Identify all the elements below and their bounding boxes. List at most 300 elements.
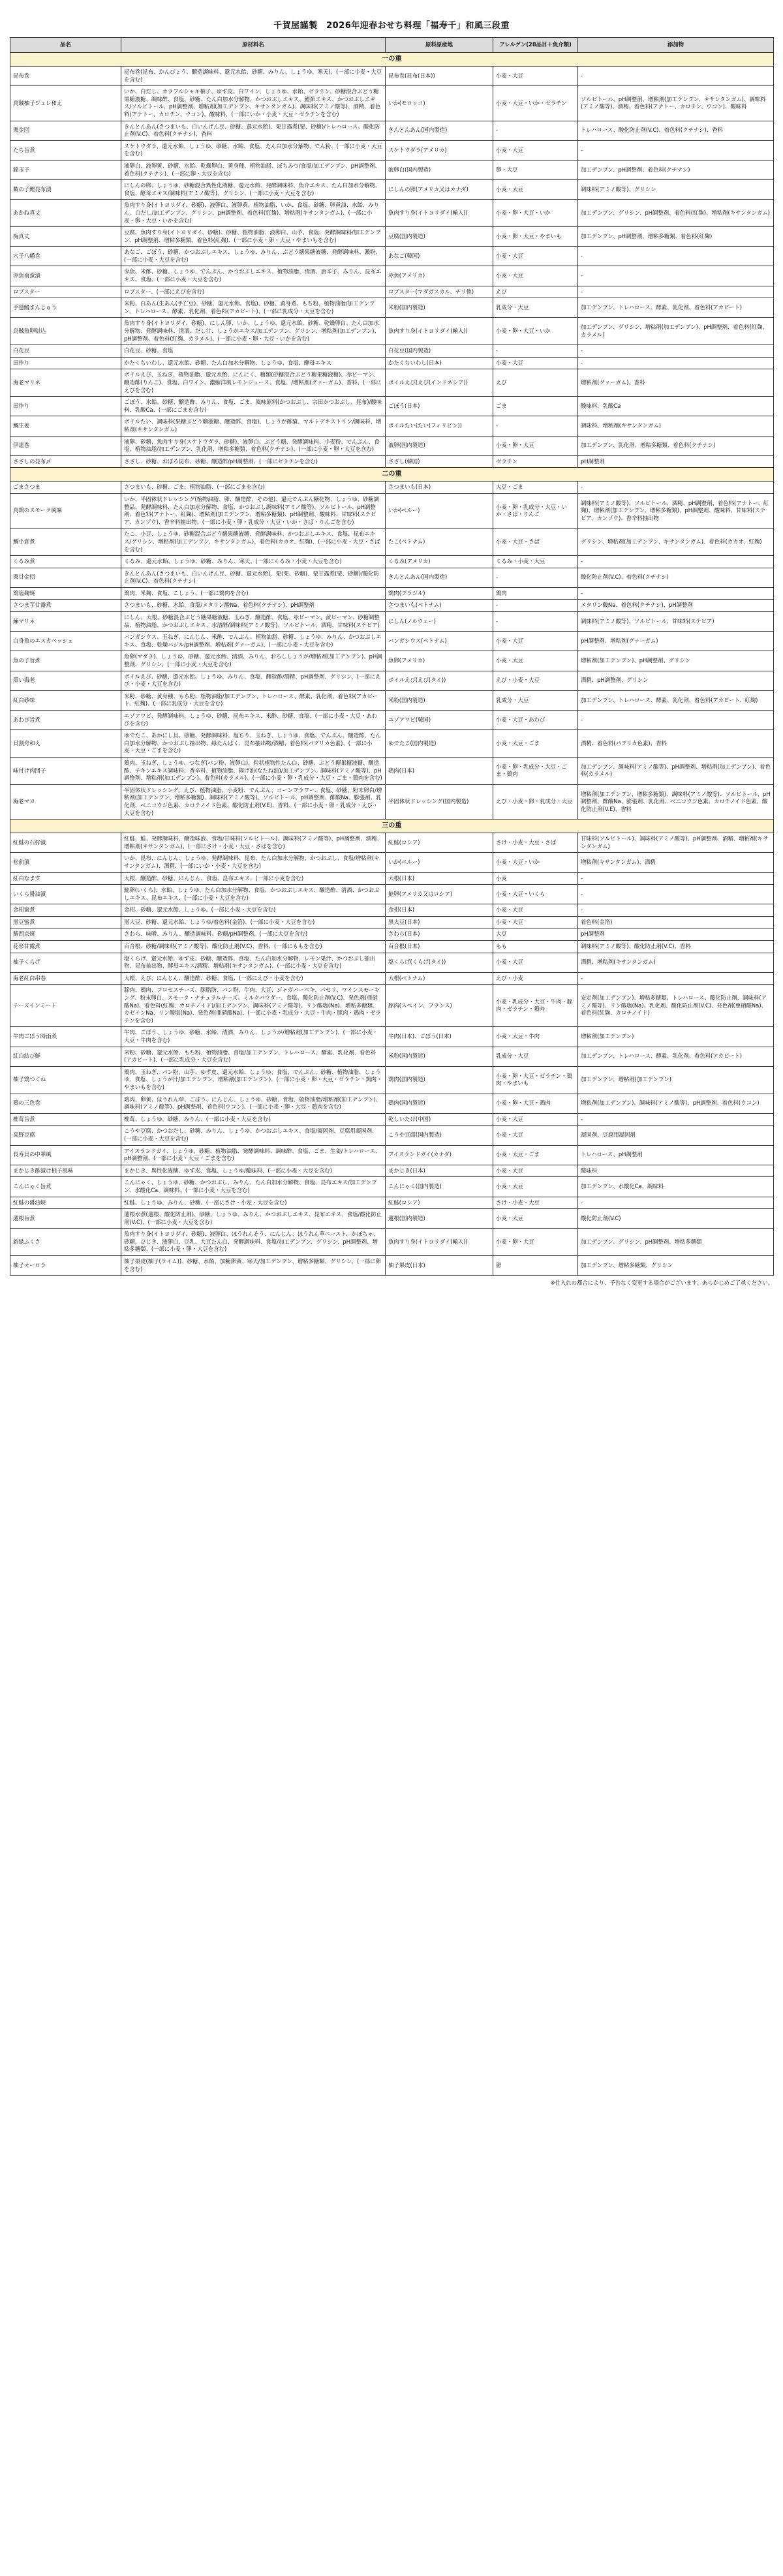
allergens-cell: - — [493, 121, 578, 140]
additives-cell: 増粘剤(加工デンプン、増粘多糖類)、調味料(アミノ酸等)、ソルビトール、pH調整剤、酢酸Na、膨張剤、乳化剤、ベニコウジ色素、カロチノイド色素、酸化防止剤(V.E)、香料 — [578, 784, 774, 819]
allergens-cell: - — [493, 345, 578, 358]
product-name: さざしの昆布〆 — [10, 455, 121, 468]
origin-cell: いか(ペルー) — [386, 493, 493, 528]
product-name: 穴子八幡巻 — [10, 247, 121, 266]
additives-cell: 増粘剤(加工デンプン)、調味料(アミノ酸等)、pH調整剤、着色料(ウコン) — [578, 1094, 774, 1113]
ingredients-cell: エゾアワビ、発酵調味料、しょうゆ、砂糖、昆布エキス、米酢、砂糖、食塩、(一部に小麦・大豆・あわびを含む) — [121, 711, 386, 730]
allergens-cell: 乳成分・大豆 — [493, 690, 578, 710]
origin-cell: かたくちいわし(日本) — [386, 357, 493, 369]
product-name: 田作り — [10, 357, 121, 369]
allergens-cell: 大豆・ごま — [493, 482, 578, 494]
ingredients-cell: 白花豆、砂糖、食塩 — [121, 345, 386, 358]
allergens-cell: 小麦・大豆・ごま — [493, 730, 578, 758]
table-row — [10, 200, 774, 227]
origin-cell: 液卵白(国内製造) — [386, 160, 493, 179]
origin-cell: さつまいも(ベトナム) — [386, 600, 493, 612]
additives-cell: 加工デンプン、増粘剤(加工デンプン) — [578, 1066, 774, 1094]
allergens-cell: 小麦・大豆 — [493, 1165, 578, 1177]
table-row — [10, 455, 774, 468]
table-row — [10, 632, 774, 651]
ingredients-cell: 鮭卵(いくら)、水飴、しょうゆ、たん白加水分解物、食塩、かつおぶしエキス、醸造酢、清酒、かつおぶしエキス、昆布エキス、(一部に小麦・大豆を含む) — [121, 885, 386, 904]
allergens-cell: - — [493, 612, 578, 632]
origin-cell: バンガシウス(ベトナム) — [386, 632, 493, 651]
product-name: 紅白砂味 — [10, 690, 121, 710]
allergens-cell: もも — [493, 941, 578, 953]
origin-cell: こうや豆腐(国内製造) — [386, 1126, 493, 1145]
additives-cell: - — [578, 904, 774, 917]
origin-cell: さわら(日本) — [386, 928, 493, 941]
allergens-cell: 卵 — [493, 1256, 578, 1276]
product-name: 鶏の三色巻 — [10, 1094, 121, 1113]
product-name: 手毬鰻まんじゅう — [10, 298, 121, 318]
ingredients-cell: ボイルえび、砂糖、還元水飴、しょうゆ、みりん、食塩、醸造酢/酒精、pH調整剤、グリシン、(一部にえび・小麦・大豆を含む) — [121, 671, 386, 690]
origin-cell: 魚卵(アメリカ) — [386, 651, 493, 671]
additives-cell: 甘味料(ソルビトール)、調味料(アミノ酸等)、pH調整剤、酒精、増粘剤(キサンタンガム) — [578, 833, 774, 853]
ingredients-cell: 大根、えび、にんじん、醸造酢、砂糖、食塩、(一部にえび・小麦を含む) — [121, 972, 386, 985]
additives-cell: 加工デンプン、乳化剤、増粘多糖類、着色料(クチナシ) — [578, 436, 774, 455]
additives-cell: 酒精、増粘剤(キサンタンガム) — [578, 953, 774, 972]
origin-cell: 金柑(日本) — [386, 904, 493, 917]
additives-cell: 調味料(アミノ酸等)、酸化防止剤(V.C)、香料 — [578, 941, 774, 953]
ingredients-cell: きんとんあん(さつまいも、白いんげん豆、砂糖、還元水飴)、栗甘露煮(栗、砂糖)/トレハロース、酸化防止剤(V.C)、着色料(クチナシ)、香料 — [121, 121, 386, 140]
additives-cell: 加工デンプン、pH調整剤、増粘多糖類、着色料(紅麹) — [578, 227, 774, 247]
allergens-cell: 小麦 — [493, 872, 578, 885]
origin-cell: 大根(ベトナム) — [386, 972, 493, 985]
additives-cell: 酒精、pH調整剤、グリシン — [578, 671, 774, 690]
allergens-cell: 小麦・大豆 — [493, 651, 578, 671]
table-row — [10, 1094, 774, 1113]
origin-cell: たこ(ベトナム) — [386, 529, 493, 556]
table-row — [10, 160, 774, 179]
origin-cell: 紅鮭(ロシア) — [386, 1197, 493, 1209]
allergens-cell: さけ・小麦・大豆 — [493, 1197, 578, 1209]
table-row — [10, 711, 774, 730]
origin-cell: さつまいも(日本) — [386, 482, 493, 494]
allergens-cell: 鶏肉 — [493, 587, 578, 600]
additives-cell: 酸化防止剤(V.C)、着色料(クチナシ) — [578, 568, 774, 587]
product-name: 黒豆蜜煮 — [10, 916, 121, 928]
additives-cell: 加工デンプン、トレハロース、酵素、乳化剤、着色料(アカビート、紅麹) — [578, 690, 774, 710]
additives-cell: 加工デンプン、pH調整剤、着色料(クチナシ) — [578, 160, 774, 179]
allergens-cell: 小麦・卵・大豆・いか — [493, 200, 578, 227]
ingredients-cell: 紅鮭、鮭、発酵調味料、醸造味液、食塩/甘味料(ソルビトール)、調味料(アミノ酸等)、pH調整剤、酒精、増粘剤(キサンタンガム)、(一部にさけ・小麦・大豆・さばを含む) — [121, 833, 386, 853]
ingredients-cell: こうや豆腐、かつおだし、砂糖、みりん、しょうゆ、かつおぶしエキス、食塩/凝固剤、豆腐用凝固剤、(一部に小麦・大豆を含む) — [121, 1126, 386, 1145]
origin-cell: いか(モロッコ) — [386, 86, 493, 121]
allergens-cell: えび・小麦・卵・乳成分・大豆 — [493, 784, 578, 819]
allergens-cell: - — [493, 416, 578, 436]
product-name: 白身魚のエスカベッシュ — [10, 632, 121, 651]
table-row — [10, 1126, 774, 1145]
table-row — [10, 587, 774, 600]
additives-cell: 調味料(アミノ酸等)、ソルビトール、甘味料(ステビア) — [578, 612, 774, 632]
table-row — [10, 1229, 774, 1256]
table-row — [10, 345, 774, 358]
origin-cell: スケトウダラ(アメリカ) — [386, 140, 493, 160]
product-name: 赤魚南蛮漬 — [10, 266, 121, 286]
origin-cell: 赤魚(アメリカ) — [386, 266, 493, 286]
allergens-cell: 小麦・大豆 — [493, 180, 578, 200]
product-name: たら旨煮 — [10, 140, 121, 160]
product-name: ごまさつま — [10, 482, 121, 494]
product-name: 鯛生姜 — [10, 416, 121, 436]
allergens-cell: 小麦・卵・乳成分・大豆・ごま・鶏肉 — [493, 757, 578, 784]
ingredients-cell: にしんの卵、しょうゆ、砂糖混合異性化液糖、還元水飴、発酵調味料、魚介エキス、たん白加水分解物、食塩、酵母エキス/調味料(アミノ酸等)、グリシン、(一部に小麦・大豆を含む) — [121, 180, 386, 200]
table-body — [10, 53, 774, 1276]
table-row — [10, 671, 774, 690]
document-title: 千賀屋謹製 2026年迎春おせち料理「福寿千」和風三段重 — [273, 21, 510, 31]
additives-cell: 凝固剤、豆腐用凝固剤 — [578, 1126, 774, 1145]
table-header-row — [10, 38, 774, 53]
product-name: こんにゃく旨煮 — [10, 1177, 121, 1197]
ingredients-cell: ボイルたい、調味料(果糖ぶどう糖液糖、醸造酢、食塩)、しょうが酢漬、マルトデキストリン/調味料、増粘剤(キサンタンガム) — [121, 416, 386, 436]
allergens-cell: 小麦・大豆・いか — [493, 853, 578, 872]
allergens-cell: 小麦・卵・大豆・やまいも — [493, 227, 578, 247]
product-name: 松前漬 — [10, 853, 121, 872]
origin-cell: きんとんあん(国内製造) — [386, 568, 493, 587]
ingredients-cell: にしん、大根、砂糖混合ぶどう糖果糖液糖、玉ねぎ、醸造酢、食塩、赤ピーマン、黄ピーマン、砂糖調整品、植物油脂、かつおぶしエキス、水溶酵/調味料(アミノ酸等)、ソルビトール、酒精、甘味料(ステビア) — [121, 612, 386, 632]
table-row — [10, 985, 774, 1027]
origin-cell: 魚肉すり身(イトヨリダイ(輸入)) — [386, 318, 493, 345]
table-row — [10, 651, 774, 671]
allergens-cell: 小麦・大豆 — [493, 632, 578, 651]
additives-cell: - — [578, 140, 774, 160]
table-row — [10, 904, 774, 917]
additives-cell: - — [578, 345, 774, 358]
product-name: 貝割舟和え — [10, 730, 121, 758]
additives-cell: 加工デンプン、グリシン、増粘剤(加工デンプン)、pH調整剤、着色料(紅麹、カラメル) — [578, 318, 774, 345]
product-name: 鶏塩麹焼 — [10, 587, 121, 600]
additives-cell: 調味料、増粘剤(キサンタンガム) — [578, 416, 774, 436]
additives-cell: - — [578, 972, 774, 985]
origin-cell: くるみ(アメリカ) — [386, 556, 493, 568]
ingredients-cell: 魚肉すり身(イトヨリダイ、砂糖)、液卵白、ほうれんそう、にんじん、ほうれん草ペースト、かぼちゃ、砂糖、ひじき、液卵白、豆乳、大豆たん白、発酵調味料、食塩/加工デンプン、グリシン、pH調整剤、増粘多糖類、(一部に小麦・卵・大豆を含む) — [121, 1229, 386, 1256]
table-row — [10, 397, 774, 416]
additives-cell: 調味料(アミノ酸等)、グリシン — [578, 180, 774, 200]
ingredients-cell: ゆでたこ、あかにし貝、砂糖、発酵調味料、塩ちり、玉ねぎ、しょうゆ、食塩、でんぷん、醸造酢、たん白加水分解物、かつおぶし抽出物、緑たんぱく、昆布抽出物/酒精、着色料(パプリカ色素)、(一部に小麦・大豆・ごまを含む) — [121, 730, 386, 758]
additives-cell: メタリン酸Na、着色料(クチナシ)、pH調整剤 — [578, 600, 774, 612]
additives-cell: 着色料(金箔) — [578, 916, 774, 928]
origin-cell: ボイルえび(えび(タイ)) — [386, 671, 493, 690]
ingredients-cell: 紅鮭、しょうゆ、みりん、砂糖、(一部にさけ・小麦・大豆を含む) — [121, 1197, 386, 1209]
ingredients-cell: 米粉、白あん(生あん(手亡豆)、砂糖、還元水飴、食塩)、砂糖、黄身煮、もち粉、植物油脂/加工デンプン、トレハロース、酵素、乳化剤、着色料(アカビート)、(一部に乳成分・大豆を含む) — [121, 298, 386, 318]
product-name: 数の子鰹昆布漬 — [10, 180, 121, 200]
table-row — [10, 1145, 774, 1165]
tier-label: 三の重 — [10, 820, 774, 833]
table-row — [10, 1066, 774, 1094]
allergens-cell: 小麦・大豆 — [493, 140, 578, 160]
product-name: 白花豆 — [10, 345, 121, 358]
product-name: 味付け肉団子 — [10, 757, 121, 784]
product-name: ロブスター — [10, 286, 121, 298]
allergens-cell: えび — [493, 369, 578, 397]
product-name: 蓮根旨煮 — [10, 1209, 121, 1229]
product-name: 魚の子旨煮 — [10, 651, 121, 671]
additives-cell: 酸味料 — [578, 1165, 774, 1177]
table-row — [10, 941, 774, 953]
table-row — [10, 369, 774, 397]
additives-cell: - — [578, 587, 774, 600]
ingredients-cell: 豚肉、鶏肉、プロセスチーズ、豚脂肪、パン粉、牛肉、大豆、ジャガバーベキ、パセリ、ワインスモーキング、粉末卵白、スモーク・ナチュラルチーズ、ミルクパウダー、食塩、酸化防止剤(V.C)、発色剤(亜硝酸Na)、着色料(紅麹、カロチノイド)/加工デンプン、調味料(アミノ酸等)、リン酸塩(Na)、増粘多糖類、カゼインNa、リン酸塩(Na)、発色剤(亜硝酸Na)、(一部に小麦・乳成分・大豆・牛肉・豚肉・鶏肉・ゼラチンを含む) — [121, 985, 386, 1027]
table-row — [10, 318, 774, 345]
origin-cell: ごぼう(日本) — [386, 397, 493, 416]
table-row — [10, 953, 774, 972]
product-name: 高野豆腐 — [10, 1126, 121, 1145]
additives-cell: 酸味料、乳酸Ca — [578, 397, 774, 416]
product-name: 柚子オーロラ — [10, 1256, 121, 1276]
ingredients-cell: 椎茸、しょうゆ、砂糖、みりん、(一部に小麦・大豆を含む) — [121, 1113, 386, 1126]
allergens-cell: えび・小麦・大豆 — [493, 671, 578, 690]
table-row — [10, 916, 774, 928]
origin-cell: こんにゃく(国内製造) — [386, 1177, 493, 1197]
table-row — [10, 357, 774, 369]
origin-cell: まかじき(日本) — [386, 1165, 493, 1177]
allergens-cell: 小麦・大豆・いか・ゼラチン — [493, 86, 578, 121]
ingredients-cell: 塩くらげ、還元水飴、ゆず皮、砂糖、醸造酢、食塩、たん白加水分解物、レモン果汁、かつおぶし抽出物、昆布抽出物、酵母エキス/酒精、増粘剤(キサンタンガム)、(一部に小麦・大豆を含む) — [121, 953, 386, 972]
ingredients-cell: かたくちいわし、還元水飴、砂糖、たん白加水分解物、しょうゆ、食塩、酵母エキス — [121, 357, 386, 369]
allergens-cell: 小麦・大豆・さば — [493, 529, 578, 556]
additives-cell: - — [578, 266, 774, 286]
ingredients-cell: 豆腐、魚肉すり身(イトヨリダイ、砂糖)、砂糖、植物油脂、液卵白、山芋、食塩、発酵調味料/加工デンプン、pH調整剤、増粘多糖類、着色料(紅麹)、(一部に小麦・卵・大豆・やまいもを含む) — [121, 227, 386, 247]
additives-cell: 加工デンプン、増粘多糖類、グリシン — [578, 1256, 774, 1276]
table-row — [10, 86, 774, 121]
product-name: 鯛小倉煮 — [10, 529, 121, 556]
origin-cell: 鶏肉(国内製造) — [386, 1066, 493, 1094]
ingredients-cell: スケトウダラ、還元水飴、しょうゆ、砂糖、水飴、食塩、たん白加水分解物、でん粉、(一部に小麦・大豆を含む) — [121, 140, 386, 160]
additives-cell: - — [578, 556, 774, 568]
additives-cell: 加工デンプン、調味料(アミノ酸等)、pH調整剤、増粘剤(加工デンプン)、着色料(カラメル) — [578, 757, 774, 784]
allergens-cell: 乳成分・大豆 — [493, 1047, 578, 1066]
product-name: くるみ煮 — [10, 556, 121, 568]
origin-cell: 豆腐(国内製造) — [386, 227, 493, 247]
origin-cell: きんとんあん(国内製造) — [386, 121, 493, 140]
table-row — [10, 67, 774, 86]
additives-cell: 安定剤(加工デンプン)、増粘多糖類、トレハロース、酸化防止剤、調味料(アミノ酸等)、リン酸塩(Na)、乳化剤、酸化防止剤(V.C)、発色剤(亜硝酸Na)、着色料(紅麹、カロチノイド) — [578, 985, 774, 1027]
product-name: まかじき酢漬け柚子風味 — [10, 1165, 121, 1177]
origin-cell: 塩くらげ(くらげ(タイ)) — [386, 953, 493, 972]
product-name: 照い海老 — [10, 671, 121, 690]
product-name: 鰆西京焼 — [10, 928, 121, 941]
table-row — [10, 298, 774, 318]
ingredients-cell: 半固体状ドレッシング、えび、植物油脂、小麦粉、でんぷん、コーンフラワー、食塩、砂糖、粉末卵白/増粘剤(加工デンプン、増粘多糖類)、調味料(アミノ酸等)、ソルビトール、pH調整剤、酢酸Na、膨張剤、乳化剤、ベニコウジ色素、カロチノイド色素、酸化防止剤(V.E)、香料、(一部に小麦・卵・乳成分・えび・大豆を含む) — [121, 784, 386, 819]
table-row — [10, 885, 774, 904]
ingredients-cell: 大根、醸造酢、砂糖、にんじん、食塩、昆布エキス、(一部に小麦を含む) — [121, 872, 386, 885]
product-name: 鳥鶏のスモーク風味 — [10, 493, 121, 528]
additives-cell: - — [578, 357, 774, 369]
table-row — [10, 872, 774, 885]
additives-cell: グリシン、増粘剤(加工デンプン、キサンタンガム)、着色料(カカオ、紅麹) — [578, 529, 774, 556]
table-row — [10, 568, 774, 587]
ingredients-cell: 蓮根水煮(蓮根、酸化防止剤)、砂糖、しょうゆ、みりん、かつおぶしエキス、昆布エキス、食塩/酸化防止剤(V.C)、(一部に小麦・大豆を含む) — [121, 1209, 386, 1229]
footnote: ※仕入れの都合により、予告なく変更する場合がございます。あらかじめご了承ください。 — [550, 1280, 773, 1287]
table-row — [10, 436, 774, 455]
allergens-cell: 小麦・大豆 — [493, 953, 578, 972]
origin-cell: 黒大豆(日本) — [386, 916, 493, 928]
additives-cell: 加工デンプン、グリシン、pH調整剤、着色料(紅麹)、増粘剤(キサンタンガム) — [578, 200, 774, 227]
product-name: 昆布巻 — [10, 67, 121, 86]
allergens-cell: 小麦・大豆 — [493, 904, 578, 917]
allergens-cell: 小麦・大豆 — [493, 916, 578, 928]
tier-header-row — [10, 53, 774, 67]
origin-cell: エゾアワビ(韓国) — [386, 711, 493, 730]
origin-cell: 鮭卵(アメリカ又はロシア) — [386, 885, 493, 904]
additives-cell: - — [578, 482, 774, 494]
product-name: 錦玉子 — [10, 160, 121, 179]
additives-cell: 増粘剤(キサンタンガム)、酒精 — [578, 853, 774, 872]
allergens-cell: 小麦・卵・乳成分・大豆・いか・さば・りんご — [493, 493, 578, 528]
ingredients-cell: あなご、ごぼう、砂糖、かつおぶしエキス、しょうゆ、みりん、ぶどう糖果糖液糖、発酵調味料、澱粉、(一部に小麦・大豆を含む) — [121, 247, 386, 266]
origin-cell: 蓮根(国内製造) — [386, 1209, 493, 1229]
allergens-cell: 乳成分・大豆 — [493, 298, 578, 318]
product-name: あかね真丈 — [10, 200, 121, 227]
origin-cell: 液卵(国内製造) — [386, 436, 493, 455]
additives-cell: - — [578, 885, 774, 904]
ingredients-cell: きんとんあん(さつまいも、白いんげん豆、砂糖、還元水飴)、栗(栗、砂糖)、栗甘露煮(栗、砂糖)/酸化防止剤(V.C)、着色料(クチナシ) — [121, 568, 386, 587]
origin-cell: ロブスター(マダガスカル、チリ他) — [386, 286, 493, 298]
allergens-cell: 小麦・大豆 — [493, 1177, 578, 1197]
origin-cell: 米粉(国内製造) — [386, 1047, 493, 1066]
product-name: 金柑蜜煮 — [10, 904, 121, 917]
origin-cell: 牛肉(日本)、ごぼう(日本) — [386, 1027, 493, 1047]
additives-cell: - — [578, 872, 774, 885]
allergens-cell: えび・小麦 — [493, 972, 578, 985]
additives-cell: 酒精、着色料(パプリカ色素)、香料 — [578, 730, 774, 758]
allergens-cell: 小麦・大豆 — [493, 1126, 578, 1145]
additives-cell: 加工デンプン、水酸化Ca、調味料 — [578, 1177, 774, 1197]
product-name: 長寿貝の中華風 — [10, 1145, 121, 1165]
allergens-cell: さけ・小麦・大豆・さば — [493, 833, 578, 853]
ingredients-cell: たこ、小豆、しょうゆ、砂糖混合ぶどう糖果糖液糖、発酵調味料、かつおぶしエキス、食塩、昆布エキス/グリシン、増粘剤(加工デンプン、キサンタンガム)、着色料(カカオ、紅麹)、(一部に小麦・大豆・さばを含む) — [121, 529, 386, 556]
ingredients-cell: アイスランドガイ、しょうゆ、砂糖、植物油脂、発酵調味料、調味酢、食塩、ごま、生姜/トレハロース、pH調整剤、(一部に小麦・大豆・ごまを含む) — [121, 1145, 386, 1165]
additives-cell: - — [578, 1197, 774, 1209]
origin-cell: アイスランドガイ(カナダ) — [386, 1145, 493, 1165]
ingredients-cell: 黒大豆、砂糖、還元水飴、しょうゆ/着色料(金箔)、(一部に小麦・大豆を含む) — [121, 916, 386, 928]
table-row — [10, 180, 774, 200]
product-name: 新緑ふくさ — [10, 1229, 121, 1256]
ingredients-cell: さつまいも、砂糖、水飴、食塩/メタリン酸Na、着色料(クチナシ)、pH調整剤 — [121, 600, 386, 612]
product-name: さつま芋甘露煮 — [10, 600, 121, 612]
origin-cell: 鶏肉(日本) — [386, 757, 493, 784]
table-row — [10, 286, 774, 298]
ingredients-cell: 鶏肉、玉ねぎ、パン粉、山芋、ゆず皮、還元水飴、しょうゆ、食塩、でんぷん、砂糖、植物油脂、しょうゆ、食塩、しょうが汁/加工デンプン、増粘剤(加工デンプン)、(一部に小麦・卵・大豆・ゼラチン・鶏肉・やまいもを含む) — [121, 1066, 386, 1094]
additives-cell: 増粘剤(加工デンプン)、pH調整剤、グリシン — [578, 651, 774, 671]
tier-label: 二の重 — [10, 468, 774, 482]
tier-header-row — [10, 820, 774, 833]
ingredients-cell: 液卵、砂糖、魚肉すり身(スケトウダラ、砂糖)、液卵白、ぶどう糖、発酵調味料、小麦粉、でんぷん、食塩、植物油脂/加工デンプン、乳化剤、増粘多糖類、着色料(クチナシ)、(一部に小麦・卵・大豆を含む) — [121, 436, 386, 455]
additives-cell: - — [578, 286, 774, 298]
table-row — [10, 556, 774, 568]
allergens-cell: - — [493, 600, 578, 612]
product-name: チーズインミート — [10, 985, 121, 1027]
ingredients-cell: 赤魚、米酢、砂糖、しょうゆ、でんぷん、かつおぶしエキス、植物油脂、清酒、唐辛子、みりん、昆布エキス、食塩、(一部に小麦・大豆を含む) — [121, 266, 386, 286]
product-name: 伊達巻 — [10, 436, 121, 455]
allergens-cell: 小麦・卵・大豆 — [493, 436, 578, 455]
origin-cell: 半固体状ドレッシング(国内製造) — [386, 784, 493, 819]
document-page — [10, 0, 773, 1287]
additives-cell: - — [578, 247, 774, 266]
allergens-cell: くるみ・小麦・大豆 — [493, 556, 578, 568]
allergens-cell: 卵・大豆 — [493, 160, 578, 179]
product-name: 鰊マリネ — [10, 612, 121, 632]
ingredients-cell: さざし、砂糖、おぼろ昆布、砂糖、醸造酢/pH調整剤、(一部にゼラチンを含む) — [121, 455, 386, 468]
origin-cell: 米粉(国内製造) — [386, 298, 493, 318]
product-name: 海老マヨ — [10, 784, 121, 819]
ingredients-cell: 魚肉すり身(イトヨリダイ、砂糖)、液卵白、液卵黄、植物油脂、いか、食塩、砂糖、卵黄油、水飴、みりん、白だし/加工デンプン、グリシン、pH調整剤、着色料(紅麹)、増粘剤(キサンタンガム)、(一部に小麦・卵・大豆・いかを含む) — [121, 200, 386, 227]
allergens-cell: - — [493, 568, 578, 587]
allergens-cell: 小麦・大豆・いくら — [493, 885, 578, 904]
additives-cell: トレハロース、酸化防止剤(V.C)、着色料(クチナシ)、香料 — [578, 121, 774, 140]
table-row — [10, 1177, 774, 1197]
table-row — [10, 1047, 774, 1066]
table-row — [10, 482, 774, 494]
table-row — [10, 1165, 774, 1177]
origin-cell: さざし(韓国) — [386, 455, 493, 468]
product-name: 牛肉ごぼう時雨煮 — [10, 1027, 121, 1047]
additives-cell: 調味料(アミノ酸等)、ソルビトール、酒精、pH調整剤、着色料(アナトー、紅麹)、増粘剤(加工デンプン、増粘多糖類)、pH調整剤、酸味料、甘味料(ステビア、カンゾウ)、香辛料抽出物 — [578, 493, 774, 528]
tier-header-row — [10, 468, 774, 482]
ingredients-cell: バンガシウス、玉ねぎ、にんじん、米酢、でんぷん、植物油脂、砂糖、しょうゆ、みりん、かつおぶしエキス、食塩、乾燥バジル/pH調整剤、増粘剤(グァーガム)、(一部に小麦・大豆を含む) — [121, 632, 386, 651]
table-row — [10, 227, 774, 247]
additives-cell: 酸化防止剤(V.C) — [578, 1209, 774, 1229]
origin-cell: 大根(日本) — [386, 872, 493, 885]
additives-cell: 増粘剤(グァーガム)、香料 — [578, 369, 774, 397]
ingredients-cell: 米粉、砂糖、還元水飴、もち粉、植物油脂、食塩/加工デンプン、トレハロース、酵素、乳化剤、着色料(アカビート)、(一部に乳成分・大豆を含む) — [121, 1047, 386, 1066]
additives-cell: 加工デンプン、グリシン、pH調整剤、増粘多糖類 — [578, 1229, 774, 1256]
table-row — [10, 1256, 774, 1276]
allergens-cell: 小麦・大豆 — [493, 1113, 578, 1126]
table-row — [10, 612, 774, 632]
product-name: 椎茸旨煮 — [10, 1113, 121, 1126]
column-header-allergens: アレルゲン(28品目＋魚介類) — [493, 38, 578, 53]
product-name: あわび旨煮 — [10, 711, 121, 730]
origin-cell: いか(ペルー) — [386, 853, 493, 872]
allergens-cell: 小麦・大豆 — [493, 1209, 578, 1229]
table-row — [10, 690, 774, 710]
allergens-cell: 小麦・卵・大豆 — [493, 1229, 578, 1256]
product-name: 紅白結び鮮 — [10, 1047, 121, 1066]
additives-cell: - — [578, 711, 774, 730]
allergens-cell: 小麦・大豆 — [493, 67, 578, 86]
origin-cell: ゆでたこ(国内製造) — [386, 730, 493, 758]
origin-cell: 百合根(日本) — [386, 941, 493, 953]
origin-cell: 鶏肉(ブラジル) — [386, 587, 493, 600]
product-name: 梅真丈 — [10, 227, 121, 247]
ingredients-cell: 金柑、砂糖、還元水飴、しょうゆ、(一部に小麦・大豆を含む) — [121, 904, 386, 917]
product-name: 栗金団 — [10, 121, 121, 140]
ingredients-cell: 鶏肉、卵黄、ほうれん草、ごぼう、にんじん、しょうゆ、砂糖、食塩、植物油脂/増粘剤(加工デンプン)、調味料(アミノ酸等)、pH調整剤、着色料(ウコン)、(一部に小麦・卵・大豆・鶏肉を含む) — [121, 1094, 386, 1113]
column-header-name: 品名 — [10, 38, 121, 53]
origin-cell: 豚肉(スペイン、フランス) — [386, 985, 493, 1027]
product-name: 紅白なます — [10, 872, 121, 885]
additives-cell: - — [578, 67, 774, 86]
ingredients-cell: いか、半固体状ドレッシング(植物油脂、卵、醸造酢、その他)、還元でんぷん糖化物、しょうゆ、砂糖調整品、発酵調味料、たん白加水分解物、食塩、かつおぶし調味料(アミノ酸等)、ソルビトール、pH調整剤、着色料(アナトー、紅麹)、増粘剤(加工デンプン、増粘多糖類)、pH調整剤、酸味料、甘味料(ステビア、カンゾウ)、香辛料抽出物、(一部に小麦・卵・乳成分・大豆・いか・さば・りんごを含む) — [121, 493, 386, 528]
ingredients-cell: 昆布巻(昆布、かんぴょう、醸造調味料、還元水飴、砂糖、みりん、しょうゆ、寒天)、(一部に小麦・大豆を含む) — [121, 67, 386, 86]
ingredients-cell: いか、昆布、にんじん、しょうゆ、発酵調味料、昆布、たん白加水分解物、かつおぶし、食塩/増粘剤(キサンタンガム)、酒精、(一部にいか・小麦・大豆を含む) — [121, 853, 386, 872]
additives-cell: pH調整剤 — [578, 928, 774, 941]
origin-cell: ボイルえび(えび(インドネシア)) — [386, 369, 493, 397]
ingredients-cell: ボイルえび、玉ねぎ、植物油脂、還元水飴、にんにく、糖類(砂糖混合ぶどう糖果糖液糖)、赤ピーマン、醸造酢(りんご)、食塩、白ワイン、濃縮洋風レモンジュース、食塩、/増粘剤(グァーガム)、香料、(一部にえびを含む) — [121, 369, 386, 397]
allergens-cell: ごま — [493, 397, 578, 416]
ingredients-cell: 魚卵(マダラ)、しょうゆ、砂糖、還元水飴、清酒、みりん、おろししょうが/増粘剤(加工デンプン)、pH調整剤、グリシン、(一部に小麦・大豆を含む) — [121, 651, 386, 671]
column-header-additives: 添加物 — [578, 38, 774, 53]
product-name: 海老マリネ — [10, 369, 121, 397]
product-name: 烏賊魚卵射込 — [10, 318, 121, 345]
table-row — [10, 121, 774, 140]
table-row — [10, 493, 774, 528]
origin-cell: にしんの卵(アメリカ又はカナダ) — [386, 180, 493, 200]
ingredients-cell: くるみ、還元水飴、しょうゆ、砂糖、みりん、寒天、(一部にくるみ・小麦・大豆を含む) — [121, 556, 386, 568]
allergens-cell: 小麦・卵・大豆・鶏肉 — [493, 1094, 578, 1113]
ingredients-cell: 牛肉、ごぼう、しょうゆ、砂糖、水飴、清酒、みりん、しょうが/増粘剤(加工デンプン)、(一部に小麦・大豆・牛肉を含む) — [121, 1027, 386, 1047]
